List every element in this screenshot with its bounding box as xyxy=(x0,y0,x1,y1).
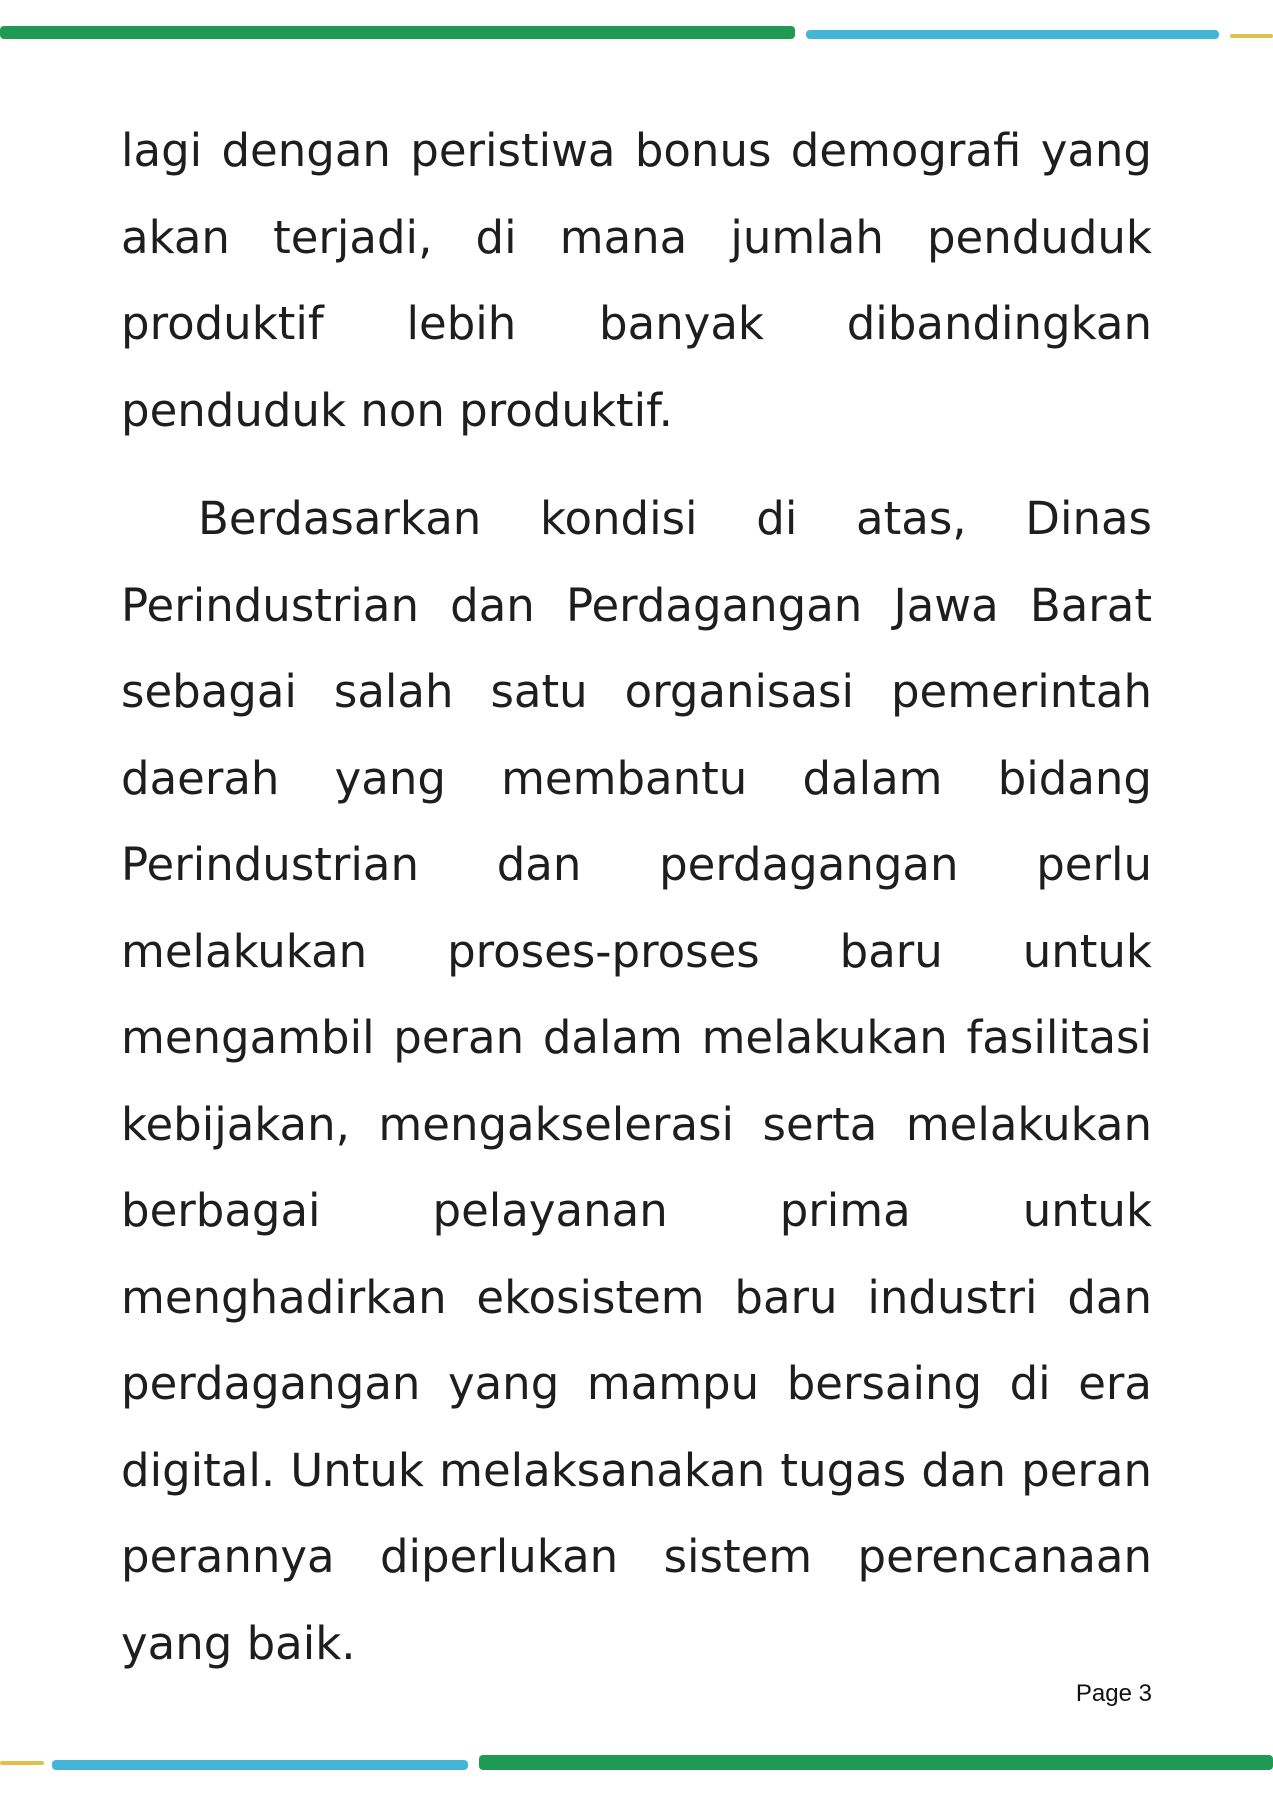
document-body xyxy=(121,108,1152,1687)
bottom-green-bar xyxy=(479,1755,1273,1770)
paragraph-continuation: lagi dengan peristiwa bonus demografi yang akan terjadi, di mana jumlah penduduk produktif lebih banyak dibandingkan penduduk non produktif. xyxy=(121,124,1152,437)
page-number: Page 3 xyxy=(1075,1680,1152,1707)
bottom-blue-bar xyxy=(52,1760,468,1770)
bottom-gold-bar xyxy=(0,1761,44,1765)
top-green-bar xyxy=(0,26,795,39)
top-blue-bar xyxy=(806,30,1219,39)
top-gold-bar xyxy=(1230,34,1273,38)
paragraph-main: Berdasarkan kondisi di atas, Dinas Perindustrian dan Perdagangan Jawa Barat sebagai salah satu organisasi pemerintah daerah yang membantu dalam bidang Perindustrian dan perdagangan perlu melakukan proses-proses baru untuk mengambil peran dalam melakukan fasilitasi kebijakan, mengakselerasi serta melakukan berbagai pelayanan prima untuk menghadirkan ekosistem baru industri dan perdagangan yang mampu bersaing di era digital. Untuk melaksanakan tugas dan peran perannya diperlukan sistem perencanaan yang baik. xyxy=(121,492,1152,1670)
